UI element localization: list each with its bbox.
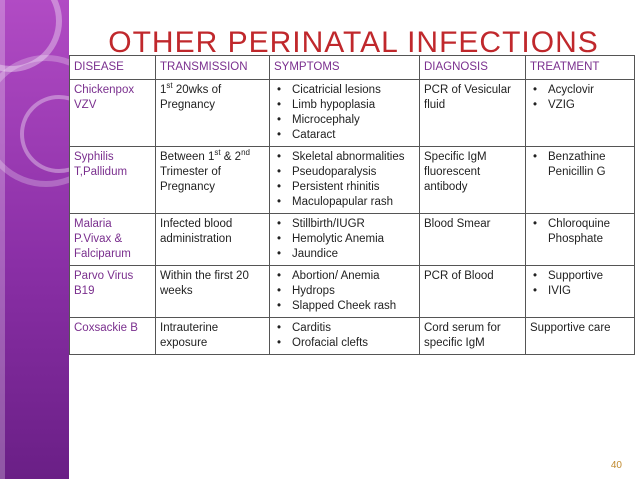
symptom-item: • Persistent rhinitis: [292, 180, 415, 195]
header-diagnosis: DIAGNOSIS: [420, 56, 526, 80]
treatment-list: [530, 150, 630, 180]
disease-line: B19: [74, 285, 95, 297]
transmission-text: Trimester of Pregnancy: [160, 166, 221, 193]
table-row: [70, 266, 635, 318]
diagnosis-cell: Blood Smear: [420, 214, 526, 266]
treatment-item: • Benzathine Penicillin G: [548, 150, 630, 180]
disease-line: VZV: [74, 99, 97, 111]
disease-cell: [70, 266, 156, 318]
disease-cell: [70, 214, 156, 266]
infections-table: [69, 55, 635, 355]
disease-line: P.Vivax &: [74, 233, 123, 245]
table-row: [70, 318, 635, 355]
symptom-item: • Hydrops: [292, 284, 415, 299]
disease-cell: [70, 318, 156, 355]
transmission-cell: [156, 147, 270, 214]
treatment-item: • VZIG: [548, 98, 630, 113]
symptom-item: • Jaundice: [292, 247, 415, 262]
symptom-item: • Pseudoparalysis: [292, 165, 415, 180]
transmission-cell: [156, 318, 270, 355]
symptom-item: • Limb hypoplasia: [292, 98, 415, 113]
symptoms-cell: [270, 147, 420, 214]
header-symptoms: SYMPTOMS: [270, 56, 420, 80]
treatment-item: • Chloroquine Phosphate: [548, 217, 630, 247]
transmission-text: Intrauterine exposure: [160, 322, 219, 349]
symptom-item: • Maculopapular rash: [292, 195, 415, 210]
diagnosis-cell: PCR of Blood: [420, 266, 526, 318]
symptoms-list: [274, 321, 415, 351]
table-row: [70, 147, 635, 214]
slide-title: OTHER PERINATAL INFECTIONS: [108, 26, 599, 60]
symptoms-cell: [270, 214, 420, 266]
symptom-item: • Microcephaly: [292, 113, 415, 128]
disease-line: Falciparum: [74, 248, 131, 260]
transmission-cell: [156, 266, 270, 318]
symptoms-list: [274, 217, 415, 262]
table-body: [70, 80, 635, 355]
symptom-item: • Hemolytic Anemia: [292, 232, 415, 247]
disease-line: T,Pallidum: [74, 166, 128, 178]
treatment-list: [530, 217, 630, 247]
diagnosis-cell: PCR of Vesicular fluid: [420, 80, 526, 147]
transmission-text: 1: [160, 84, 167, 96]
disease-line: Malaria: [74, 218, 112, 230]
table-row: [70, 214, 635, 266]
symptom-item: • Cataract: [292, 128, 415, 143]
transmission-text: Infected blood administration: [160, 218, 233, 245]
diagnosis-cell: Cord serum for specific IgM: [420, 318, 526, 355]
disease-line: Coxsackie B: [74, 322, 138, 334]
symptoms-list: [274, 269, 415, 314]
symptoms-cell: [270, 318, 420, 355]
transmission-text: 20wks of Pregnancy: [160, 84, 222, 111]
transmission-text: & 2: [220, 151, 242, 163]
table-row: [70, 80, 635, 147]
symptoms-cell: [270, 266, 420, 318]
treatment-cell: Supportive care: [526, 318, 635, 355]
transmission-cell: [156, 214, 270, 266]
ordinal-suffix: st: [214, 148, 221, 158]
page-number: 40: [610, 460, 622, 471]
diagnosis-cell: Specific IgM fluorescent antibody: [420, 147, 526, 214]
ordinal-suffix: nd: [241, 148, 250, 158]
treatment-item: • Acyclovir: [548, 83, 630, 98]
symptoms-list: [274, 150, 415, 210]
symptom-item: • Cicatricial lesions: [292, 83, 415, 98]
decorative-sidebar: [0, 0, 69, 479]
disease-line: Parvo Virus: [74, 270, 134, 282]
header-disease: DISEASE: [70, 56, 156, 80]
transmission-text: Between 1: [160, 151, 215, 163]
symptoms-list: [274, 83, 415, 143]
treatment-list: [530, 83, 630, 113]
disease-line: Chickenpox: [74, 84, 135, 96]
treatment-cell: [526, 147, 635, 214]
table-header-row: [70, 56, 635, 80]
disease-cell: [70, 80, 156, 147]
disease-cell: [70, 147, 156, 214]
symptom-item: • Skeletal abnormalities: [292, 150, 415, 165]
header-transmission: TRANSMISSION: [156, 56, 270, 80]
symptom-item: • Orofacial clefts: [292, 336, 415, 351]
header-treatment: TREATMENT: [526, 56, 635, 80]
ordinal-suffix: st: [166, 81, 173, 91]
treatment-cell: [526, 266, 635, 318]
treatment-cell: [526, 214, 635, 266]
symptom-item: • Stillbirth/IUGR: [292, 217, 415, 232]
treatment-item: • Supportive: [548, 269, 630, 284]
symptoms-cell: [270, 80, 420, 147]
symptom-item: • Abortion/ Anemia: [292, 269, 415, 284]
treatment-item: • IVIG: [548, 284, 630, 299]
symptom-item: • Carditis: [292, 321, 415, 336]
treatment-list: [530, 269, 630, 299]
disease-line: Syphilis: [74, 151, 114, 163]
treatment-cell: [526, 80, 635, 147]
transmission-text: Within the first 20 weeks: [160, 270, 249, 297]
transmission-cell: [156, 80, 270, 147]
symptom-item: • Slapped Cheek rash: [292, 299, 415, 314]
